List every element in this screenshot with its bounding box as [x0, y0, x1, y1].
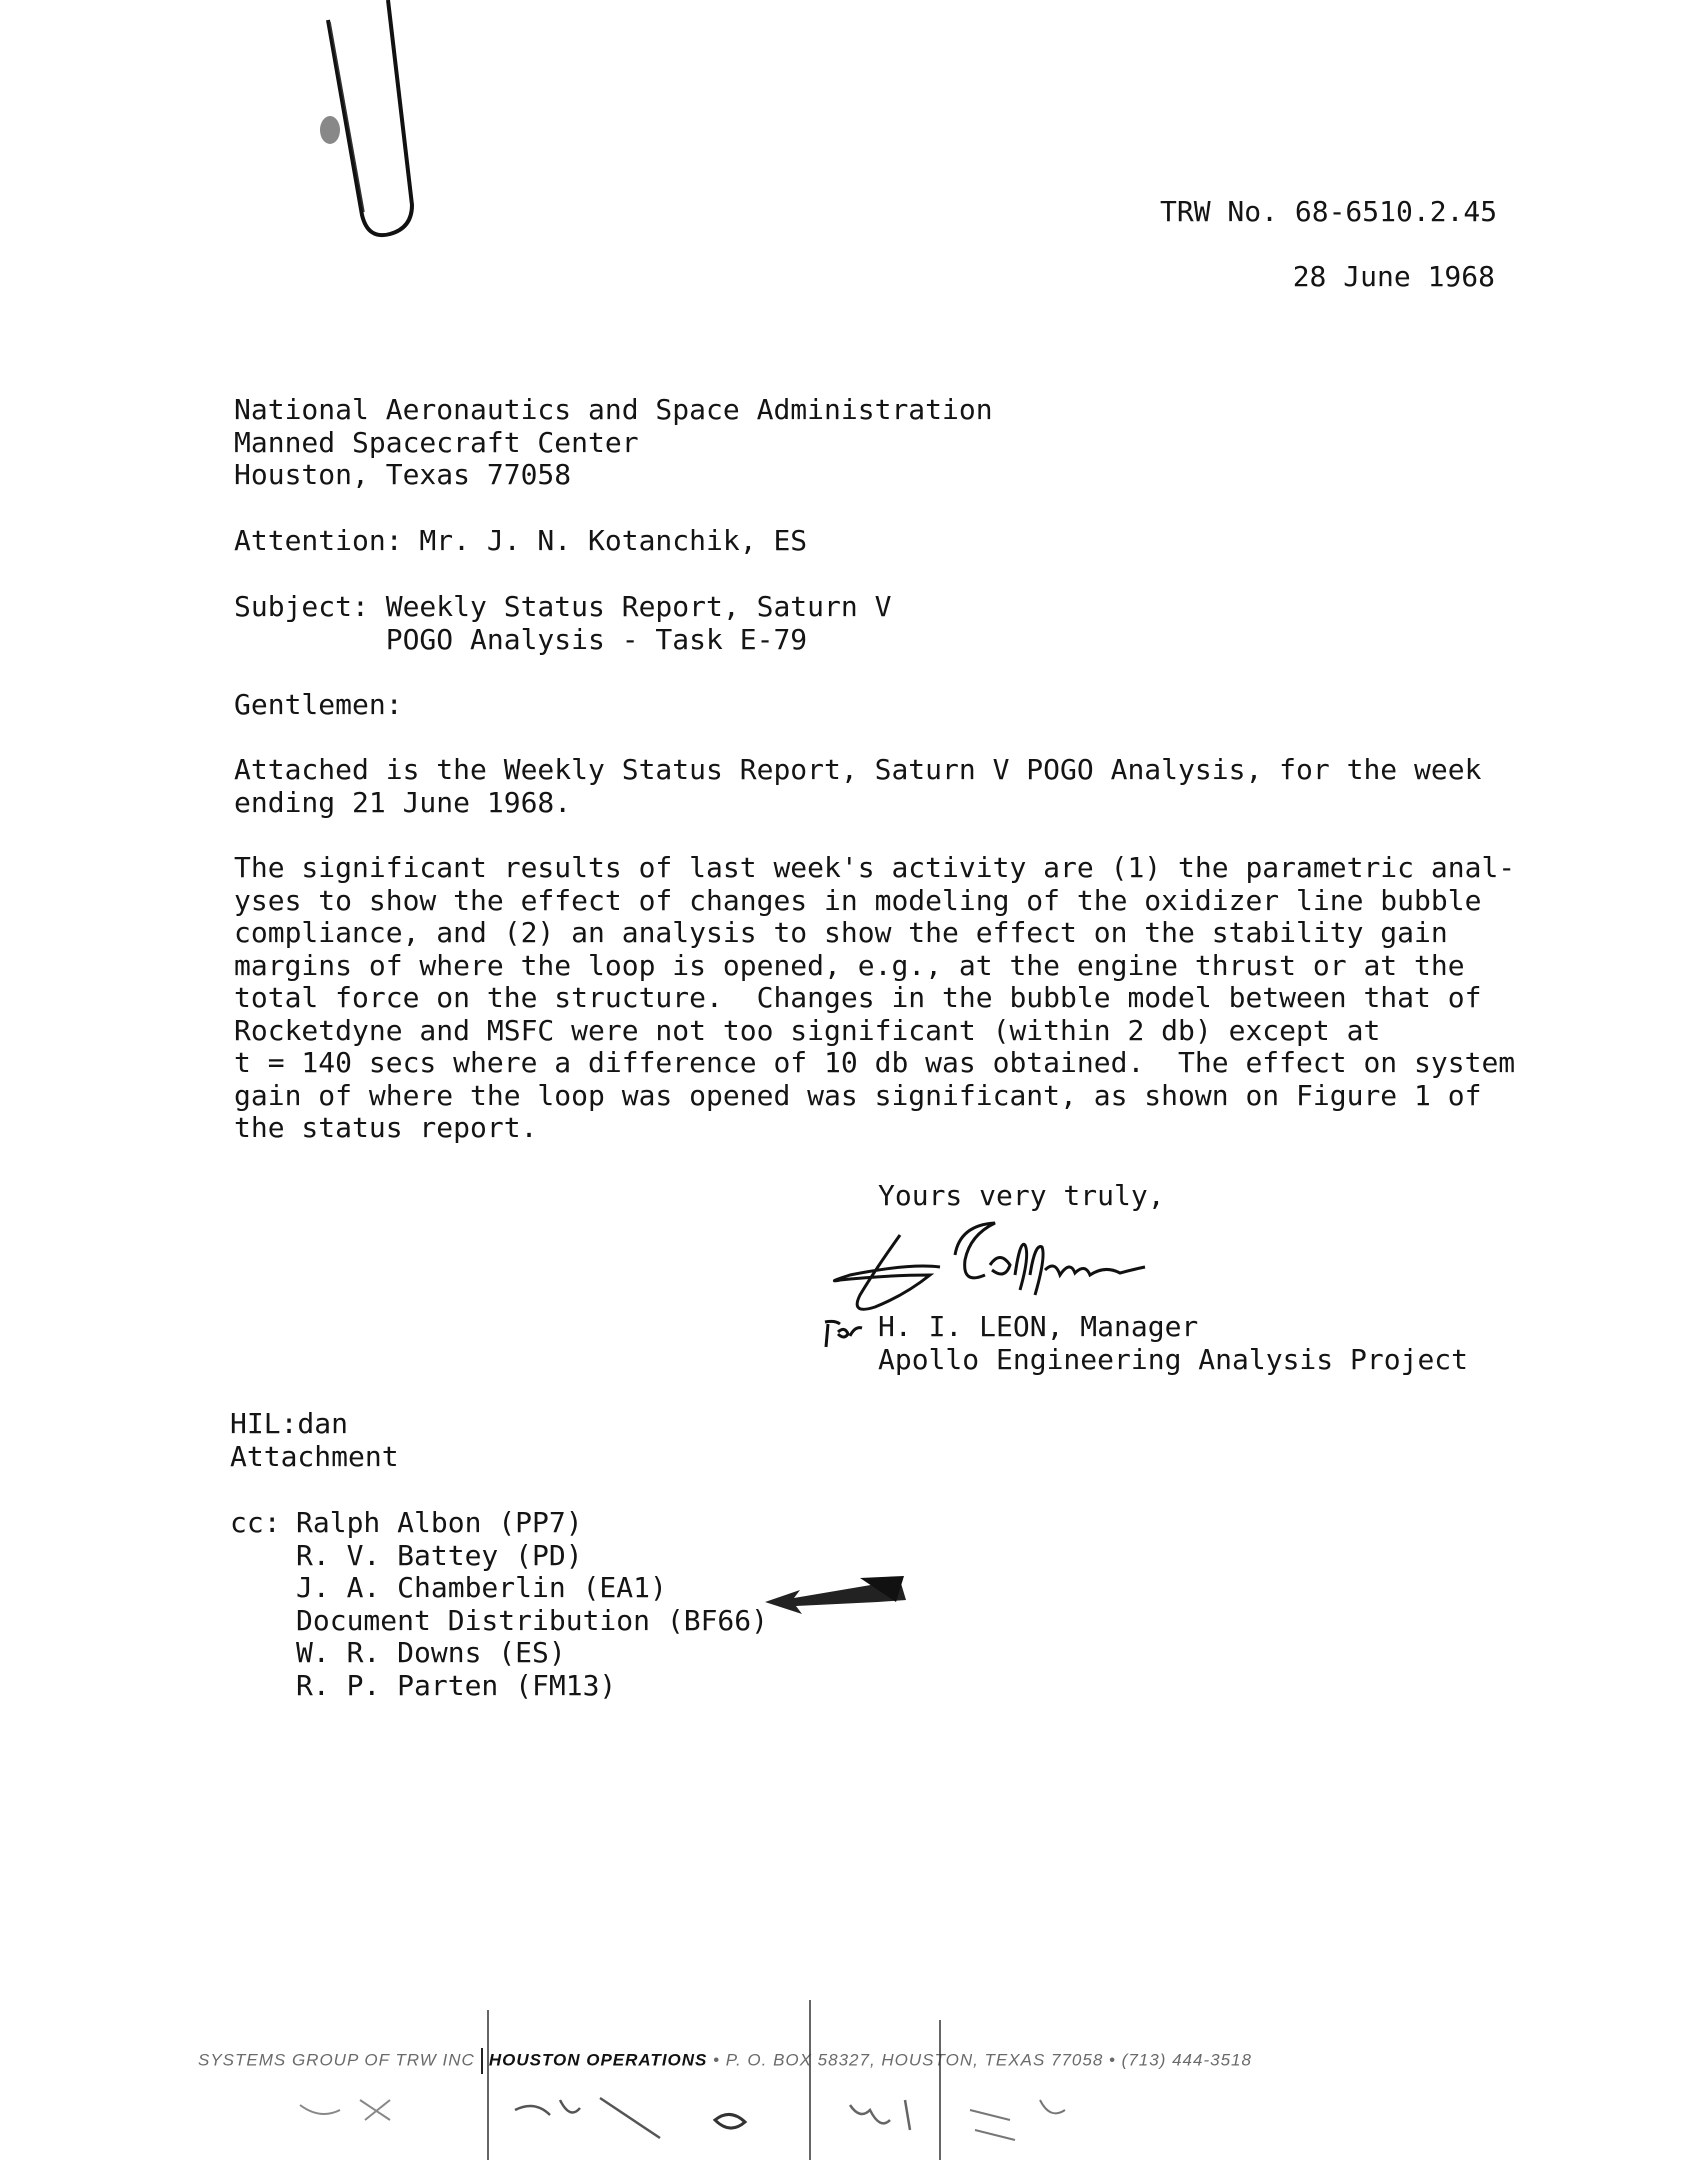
- signer-title: Apollo Engineering Analysis Project: [878, 1342, 1469, 1376]
- trw-number: TRW No. 68-6510.2.45: [1160, 195, 1498, 228]
- paragraph-line: Attached is the Weekly Status Report, Saturn V POGO Analysis, for the week: [234, 753, 1482, 786]
- paragraph-line: total force on the structure. Changes in the bubble model between that of: [234, 981, 1482, 1014]
- bottom-handwritten-marks: [250, 1980, 1150, 2168]
- cc-recipient: W. R. Downs (ES): [296, 1636, 566, 1669]
- letter-header: [1160, 195, 1498, 325]
- footer-company: SYSTEMS GROUP OF TRW INC: [198, 2050, 475, 2070]
- cc-list: [296, 1507, 768, 1702]
- cc-recipient: R. P. Parten (FM13): [296, 1668, 617, 1702]
- paragraph-line: gain of where the loop was opened was significant, as shown on Figure 1 of: [234, 1078, 1482, 1112]
- paragraph-line: The significant results of last week's activity are (1) the parametric anal-: [234, 851, 1516, 884]
- footer-address: • P. O. BOX 58327, HOUSTON, TEXAS 77058 • (713) 444-3518: [713, 2050, 1252, 2070]
- paragraph-line: yses to show the effect of changes in modeling of the oxidizer line bubble: [234, 883, 1482, 917]
- initials-line: HIL:dan: [230, 1407, 349, 1440]
- subject-line-1: Subject: Weekly Status Report, Saturn V: [234, 590, 892, 623]
- cc-recipient: Ralph Albon (PP7): [296, 1506, 583, 1539]
- attention-line: Attention: Mr. J. N. Kotanchik, ES: [234, 524, 808, 557]
- signer-name: H. I. LEON, Manager: [878, 1310, 1199, 1343]
- subject-line-2: POGO Analysis - Task E-79: [234, 622, 808, 656]
- recipient-address: [234, 394, 993, 492]
- address-line-3: Houston, Texas 77058: [234, 458, 572, 491]
- cc-recipient: R. V. Battey (PD): [296, 1538, 583, 1572]
- body-paragraph-2: [234, 852, 1515, 1145]
- paragraph-line: the status report.: [234, 1111, 538, 1144]
- paragraph-line: margins of where the loop is opened, e.g., at the engine thrust or at the: [234, 948, 1465, 982]
- cc-recipient: Document Distribution (BF66): [296, 1603, 769, 1637]
- paragraph-line: t = 140 secs where a difference of 10 db was obtained. The effect on system: [234, 1046, 1516, 1079]
- letter-date: 28 June 1968: [1292, 259, 1495, 293]
- reference-initials: [230, 1408, 399, 1473]
- address-line-1: National Aeronautics and Space Administration: [234, 393, 993, 426]
- paragraph-line: compliance, and (2) an analysis to show the effect on the stability gain: [234, 916, 1448, 949]
- subject-block: [234, 591, 891, 656]
- for-handwritten-mark: [820, 1312, 870, 1352]
- handwritten-signature: [820, 1215, 1150, 1325]
- attachment-line: Attachment: [230, 1439, 399, 1473]
- cc-label: cc:: [230, 1506, 281, 1539]
- salutation: Gentlemen:: [234, 688, 403, 721]
- paper-clip-mark: [300, 0, 440, 250]
- signer-block: [878, 1311, 1468, 1376]
- address-line-2: Manned Spacecraft Center: [234, 425, 639, 459]
- cc-recipient: J. A. Chamberlin (EA1): [296, 1571, 667, 1604]
- arrow-icon: [760, 1572, 910, 1622]
- closing: Yours very truly,: [878, 1179, 1165, 1212]
- paragraph-line: ending 21 June 1968.: [234, 785, 572, 819]
- footer-operations: HOUSTON OPERATIONS: [488, 2050, 708, 2070]
- body-paragraph-1: [234, 754, 1481, 819]
- paragraph-line: Rocketdyne and MSFC were not too significant (within 2 db) except at: [234, 1013, 1381, 1047]
